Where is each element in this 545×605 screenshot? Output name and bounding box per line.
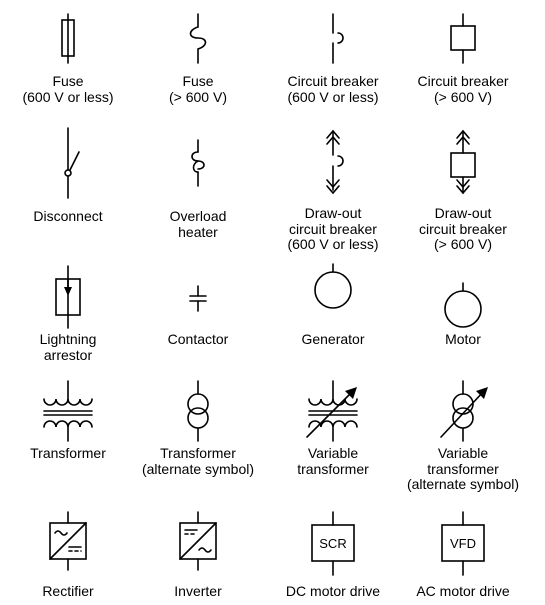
motor-symbol <box>445 283 481 327</box>
ac-motor-drive-symbol <box>442 512 484 575</box>
caption-overload-heater: Overload heater <box>169 208 227 240</box>
fuse-high-symbol <box>191 14 206 63</box>
variable-transformer-symbol <box>307 381 357 441</box>
generator-symbol <box>315 264 351 308</box>
disconnect-symbol <box>65 128 79 198</box>
caption-disconnect: Disconnect <box>33 208 103 224</box>
scr-box-label: SCR <box>319 536 347 551</box>
caption-fuse-low: Fuse (600 V or less) <box>22 73 114 105</box>
dc-motor-drive-symbol <box>312 512 354 575</box>
cb-low-symbol <box>333 14 343 63</box>
caption-rectifier: Rectifier <box>42 583 94 599</box>
transformer-symbol <box>44 381 92 441</box>
vfd-box-label: VFD <box>450 536 476 551</box>
drawout-cb-high-symbol <box>451 131 475 193</box>
cb-high-symbol <box>451 14 475 63</box>
caption-contactor: Contactor <box>167 331 229 347</box>
caption-transformer-alt: Transformer (alternate symbol) <box>141 445 255 477</box>
fuse-low-symbol <box>62 14 74 63</box>
caption-generator: Generator <box>301 331 365 347</box>
caption-motor: Motor <box>445 331 481 347</box>
caption-ac-motor-drive: AC motor drive <box>416 583 510 599</box>
contactor-symbol <box>190 286 206 311</box>
overload-heater-symbol <box>192 140 204 186</box>
lightning-arrestor-symbol <box>56 266 80 328</box>
caption-lightning-arrestor: Lightning arrestor <box>39 331 97 363</box>
caption-variable-transformer: Variable transformer <box>297 445 369 477</box>
caption-drawout-cb-high: Draw-out circuit breaker (> 600 V) <box>419 205 507 252</box>
caption-fuse-high: Fuse (> 600 V) <box>169 73 227 105</box>
inverter-symbol <box>180 512 216 570</box>
caption-transformer: Transformer <box>30 445 106 461</box>
caption-dc-motor-drive: DC motor drive <box>285 583 381 599</box>
transformer-alt-symbol <box>188 381 208 441</box>
caption-cb-low: Circuit breaker (600 V or less) <box>287 73 379 105</box>
variable-transformer-alt-symbol <box>441 381 488 441</box>
caption-inverter: Inverter <box>174 583 222 599</box>
rectifier-symbol <box>50 512 86 570</box>
drawout-cb-low-symbol <box>327 131 343 193</box>
caption-cb-high: Circuit breaker (> 600 V) <box>417 73 509 105</box>
caption-variable-transformer-alt: Variable transformer (alternate symbol) <box>406 445 520 492</box>
caption-drawout-cb-low: Draw-out circuit breaker (600 V or less) <box>287 205 379 252</box>
